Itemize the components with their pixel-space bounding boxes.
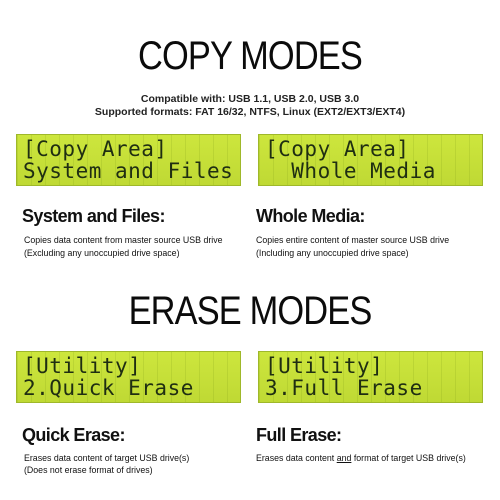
lcd-line: System and Files [23, 159, 234, 183]
erase-modes-title: ERASE MODES [128, 289, 372, 333]
lcd-line: [Copy Area] [265, 137, 410, 161]
full-erase-heading: Full Erase: [256, 425, 342, 445]
lcd-line: [Copy Area] [23, 137, 168, 161]
system-and-files-description: Copies data content from master source USB drive [24, 235, 223, 245]
quick-erase-description: Erases data content of target USB drive(s) [24, 453, 190, 463]
lcd-full-erase [258, 351, 483, 403]
full-erase-desc-end: format of target USB drive(s) [351, 453, 466, 463]
system-and-files-heading: System and Files: [22, 206, 165, 226]
whole-media-heading: Whole Media: [256, 206, 365, 226]
system-and-files-note: (Excluding any unoccupied drive space) [24, 248, 180, 258]
lcd-line: [Utility] [265, 354, 384, 378]
lcd-line: [Utility] [23, 354, 142, 378]
lcd-line: 2.Quick Erase [23, 376, 194, 400]
lcd-whole-media [258, 134, 483, 186]
lcd-line: Whole Media [265, 159, 436, 183]
full-erase-desc-and: and [336, 453, 352, 463]
quick-erase-note: (Does not erase format of drives) [24, 465, 153, 475]
compatibility-text: Compatible with: USB 1.1, USB 2.0, USB 3.0 [140, 93, 360, 105]
full-erase-desc-start: Erases data content [256, 453, 337, 463]
lcd-quick-erase [16, 351, 241, 403]
full-erase-description [256, 453, 466, 464]
lcd-line: 3.Full Erase [265, 376, 423, 400]
quick-erase-heading: Quick Erase: [22, 425, 125, 445]
lcd-system-and-files [16, 134, 241, 186]
whole-media-note: (Including any unoccupied drive space) [256, 248, 409, 258]
copy-modes-title: COPY MODES [138, 34, 362, 78]
supported-formats-text: Supported formats: FAT 16/32, NTFS, Linux (EXT2/EXT3/EXT4) [94, 106, 406, 118]
whole-media-description: Copies entire content of master source USB drive [256, 235, 450, 245]
